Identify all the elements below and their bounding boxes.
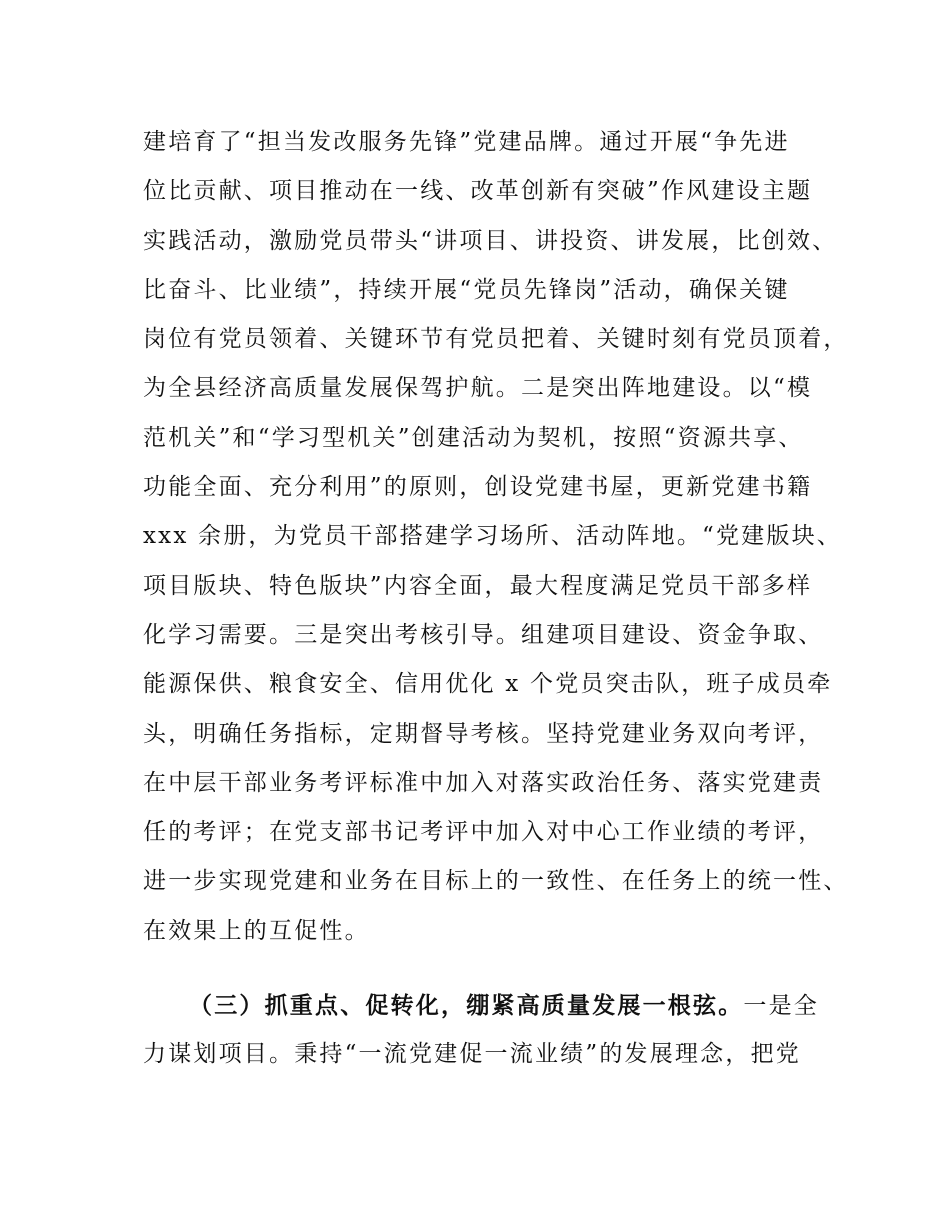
text-line: 力谋划项目。秉持“一流党建促一流业绩”的发展理念，把党 [143,1041,801,1068]
text-line: 比奋斗、比业绩”，持续开展“党员先锋岗”活动，确保关键 [143,276,790,303]
text-line: 岗位有党员领着、关键环节有党员把着、关键时刻有党员顶着， [143,326,849,353]
paragraph-spacer [143,956,843,981]
text-line: 功能全面、充分利用”的原则，创设党建书屋，更新党建书籍 [143,474,813,501]
paragraph-key-focus [143,981,843,1080]
text-line: 化学习需要。三是突出考核引导。组建项目建设、资金争取、 [143,621,824,648]
paragraph-party-building [143,118,849,956]
section-heading: （三）抓重点、促转化，绷紧高质量发展一根弦。 [189,992,744,1020]
text-line: 能源保供、粮食安全、信用优化 x 个党员突击队，班子成员牵 [143,671,833,698]
text-line: 建培育了“担当发改服务先锋”党建品牌。通过开展“争先进 [143,129,790,155]
heading-line-rest: 一是全 [743,993,820,1020]
text-line: 实践活动，激励党员带头“讲项目、讲投资、讲发展，比创效、 [143,227,838,254]
text-line: 位比贡献、项目推动在一线、改革创新有突破”作风建设主题 [143,178,813,205]
document-body [143,118,849,1080]
text-line: 范机关”和“学习型机关”创建活动为契机，按照“资源共享、 [143,424,804,451]
text-line: 进一步实现党建和业务在目标上的一致性、在任务上的统一性、 [143,868,849,895]
text-line: 在中层干部业务考评标准中加入对落实政治任务、落实党建责 [143,769,824,796]
text-line: 项目版块、特色版块”内容全面，最大程度满足党员干部多样 [143,572,813,599]
text-line: 头，明确任务指标，定期督导考核。坚持党建业务双向考评， [143,720,824,747]
text-line-with-heading [143,981,843,1030]
text-line: 任的考评；在党支部书记考评中加入对中心工作业绩的考评， [143,819,824,846]
text-line: xxx 余册，为党员干部搭建学习场所、活动阵地。“党建版块、 [143,523,842,550]
text-line: 为全县经济高质量发展保驾护航。二是突出阵地建设。以“模 [143,375,813,402]
text-line: 在效果上的互促性。 [143,917,370,944]
